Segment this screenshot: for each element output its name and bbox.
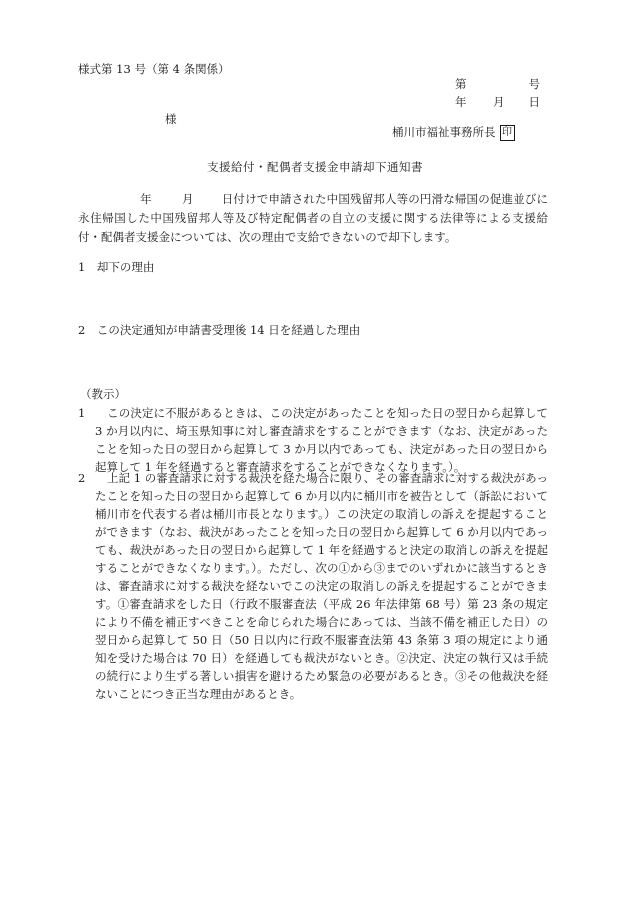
instruction-text — [95, 469, 548, 703]
instruction-marker: 1 — [78, 406, 86, 420]
section-rejection-reason: 1 却下の理由 — [78, 260, 155, 274]
issuer-name: 桶川市福祉事務所長 — [392, 125, 496, 139]
document-number — [455, 75, 543, 93]
document-title: 支援給付・配偶者支援金申請却下通知書 — [207, 160, 423, 174]
body-text: 日付けで申請された中国残留邦人等の円滑な帰国の促進並びに永住帰国した中国残留邦人等及び特定配偶者の自立の支援に関する法律等による支援給付・配偶者支援金については、次の理由で支給できないので却下します。 — [78, 192, 548, 244]
instruction-text — [95, 404, 548, 476]
instruction-marker: 2 — [78, 471, 86, 485]
instruction-heading: （教示） — [80, 387, 126, 401]
seal-stamp: 印 — [500, 125, 515, 141]
issuer — [392, 123, 515, 141]
form-number: 様式第 13 号（第 4 条関係） — [78, 62, 230, 76]
number-dai: 第 — [455, 77, 467, 91]
section-delay-reason: 2 この決定通知が申請書受理後 14 日を経過した理由 — [78, 323, 361, 337]
issue-date — [455, 93, 543, 111]
instruction-item — [78, 469, 548, 703]
date-year: 年 — [455, 95, 467, 109]
instruction-text-content: 上記 1 の審査請求に対する裁決を経た場合に限り、その審査請求に対する裁決があったことを知った日の翌日から起算して 6 か月以内に桶川市を被告として（訴訟において桶川市を代表する者は桶川市長となります。）この決定の取消しの訴えを提起することができます（なお、裁決があったことを知った日の翌日から起算して 6 か月以内であっても、裁決があった日の翌日から起算して 1 年を経過すると決定の取消しの訴えを提起することができなくなります。）。ただし、次の①から③までのいずれかに該当するときは、審査請求に対する裁決を経ないでこの決定の取消しの訴えを提起することができます。①審査請求をした日（行政不服審査法（平成 26 年法律第 68 号）第 23 条の規定により不備を補正すべきことを命じられた場合にあっては、当該不備を補正した日）の翌日から起算して 50 日（50 日以内に行政不服審査法第 43 条第 3 項の規定により通知を受けた場合は 70 日）を経過しても裁決がないとき。②決定、決定の執行又は手続の続行により生ずる著しい損害を避けるため緊急の必要があるとき。③その他裁決を経ないことにつき正当な理由があるとき。 — [95, 471, 548, 701]
body-date-month: 月 — [181, 192, 194, 206]
date-day: 日 — [528, 95, 540, 109]
instruction-item — [78, 404, 548, 476]
number-go: 号 — [528, 77, 540, 91]
date-month: 月 — [493, 95, 505, 109]
addressee-suffix: 様 — [165, 112, 177, 126]
instruction-text-content: この決定に不服があるときは、この決定があったことを知った日の翌日から起算して 3 か月以内に、埼玉県知事に対し審査請求をすることができます（なお、決定があったことを知った日の翌日から起算して 3 か月以内であっても、決定があった日の翌日から起算して 1 年を経過すると審査請求をすることができなくなります。）。 — [95, 406, 548, 474]
body-date-year: 年 — [140, 192, 152, 206]
body-paragraph — [78, 190, 548, 247]
